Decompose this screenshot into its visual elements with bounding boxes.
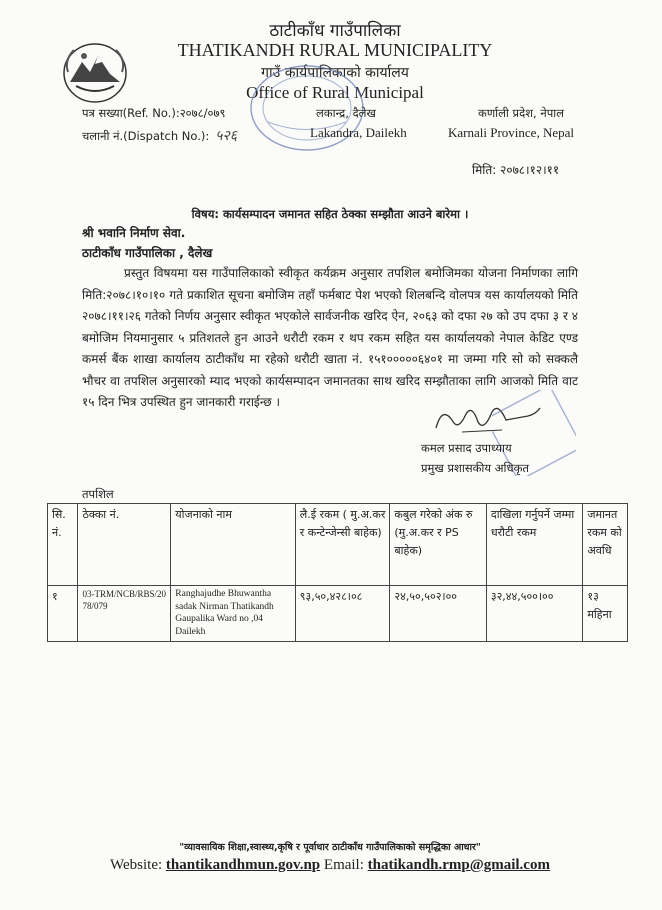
header-deposit: दाखिला गर्नुपर्ने जम्मा धरौटी रकम bbox=[486, 504, 582, 586]
dispatch-handwritten: ५२६ bbox=[215, 128, 238, 144]
header-estimate: लै.ई रकम ( मु.अ.कर र कन्टेन्जेन्सी बाहेक) bbox=[295, 504, 390, 586]
footer-contact bbox=[60, 857, 600, 874]
email-label: Email: bbox=[323, 857, 364, 873]
cell-project-name: Ranghajudhe Bhuwantha sadak Nirman Thatikandh Gaupalika Ward no ,04 Dailekh bbox=[171, 586, 295, 642]
location-np: लकान्द्र, दैलेख bbox=[316, 106, 376, 120]
province-np: कर्णाली प्रदेश, नेपाल bbox=[478, 106, 565, 120]
header-sn: सि. नं. bbox=[48, 504, 78, 586]
website-link[interactable]: thantikandhmun.gov.np bbox=[165, 857, 321, 873]
table-row bbox=[48, 586, 628, 642]
cell-sn: १ bbox=[48, 586, 78, 642]
website-label: Website: bbox=[110, 857, 163, 873]
municipality-name-en: THATIKANDH RURAL MUNICIPALITY bbox=[177, 40, 493, 60]
province-en: Karnali Province, Nepal bbox=[448, 125, 574, 140]
details-table bbox=[47, 503, 628, 642]
cell-bid-amount: २४,५०,५०२।०० bbox=[390, 586, 486, 642]
ref-number: पत्र सख्या(Ref. No.):२०७८/०७९ bbox=[82, 106, 226, 120]
header-bid-amount: कबुल गरेको अंक रु (मु.अ.कर र PS बाहेक) bbox=[390, 504, 486, 586]
municipality-emblem-icon bbox=[62, 42, 128, 104]
footer-motto: "व्यावसायिक शिक्षा,स्वास्थ्य,कृषि र पूर्वाधार ठाटीकाँध गाउँपालिकाको समृद्धिका आधार" bbox=[179, 842, 481, 853]
municipality-name-np: ठाटीकाँध गाउँपालिका bbox=[269, 21, 401, 41]
office-name-np: गाउँ कार्यपालिकाको कार्यालय bbox=[261, 65, 409, 81]
signatory-title: प्रमुख प्रशासकीय अधिकृत bbox=[421, 461, 529, 475]
cell-estimate: ९३,५०,४२८।०८ bbox=[295, 586, 390, 642]
signatory-name: कमल प्रसाद उपाध्याय bbox=[421, 441, 512, 455]
header-guarantee-period: जमानत रकम को अवधि bbox=[583, 504, 628, 586]
location-en: Lakandra, Dailekh bbox=[310, 125, 407, 140]
letter-body: प्रस्तुत विषयमा यस गाउँपालिकाको स्वीकृत कर्यक्रम अनुसार तपशिल बमोजिमका योजना निर्माणका लागि मिति:२०७८।१०।१० गते प्रकाशित सूचना बमोजिम तहाँ फर्मबाट पेश भएको शिलबन्दि वोलपत्र यस कार्यालयको मिति २०७८।११।२६ गतेको निर्णय अनुसार स्वीकृत भएकोले सार्वजनीक खरिद ऐन, २०६३ को दफा २७ को उप दफा ३ र ४ बमोजिम नियमानुसार ५ प्रतिशतले हुन आउने धरौटी रकम र थप रकम सहित यस कार्यालयको नेपाल केडिट एण्ड कमर्स बैंक शाखा कार्यालय ठाटीकाँध मा रहेको धरौटी खाता नं. १५१०००००६४०१ मा जम्मा गरि सो को सक्कलै भौचर वा तपशिल अनुसारको म्याद भएको कार्यसम्पादन जमानतका साथ खरिद सम्झौताका लागि आजको मिति वाट १५ दिन भित्र उपस्थित हुन जानकारी गराईन्छ । bbox=[82, 266, 578, 409]
recipient-address: ठाटीकाँध गाउँपालिका , दैलेख bbox=[82, 246, 213, 260]
recipient-name: श्री भवानि निर्माण सेवा. bbox=[82, 226, 186, 240]
header-contract-no: ठेक्का नं. bbox=[78, 504, 171, 586]
table-header-row bbox=[48, 504, 628, 586]
dispatch-label: चलानी नं.(Dispatch No.): bbox=[82, 129, 210, 143]
dispatch-number bbox=[82, 126, 237, 145]
table-title: तपशिल bbox=[82, 487, 114, 501]
cell-deposit: ३२,४४,५००।०० bbox=[486, 586, 582, 642]
office-name-en: Office of Rural Municipal bbox=[246, 83, 424, 102]
cell-contract-no: 03-TRM/NCB/RBS/2078/079 bbox=[78, 586, 171, 642]
cell-guarantee-period: १३ महिना bbox=[583, 586, 628, 642]
letter-subject: विषय: कार्यसम्पादन जमानत सहित ठेक्का सम्झौता आउने बारेमा । bbox=[191, 207, 469, 221]
email-link[interactable]: thatikandh.rmp@gmail.com bbox=[367, 857, 550, 873]
header-project-name: योजनाको नाम bbox=[171, 504, 295, 586]
letter-date: मिति: २०७८।१२।११ bbox=[472, 163, 560, 177]
